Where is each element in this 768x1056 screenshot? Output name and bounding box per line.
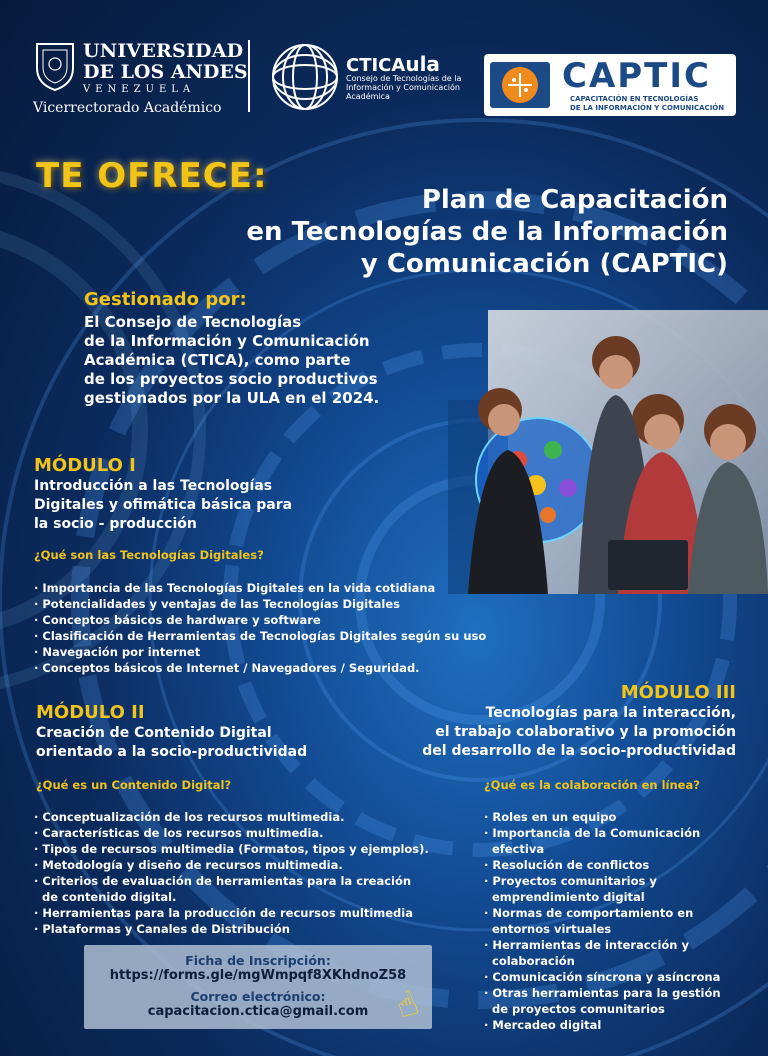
ficha-label: Ficha de Inscripción: (185, 953, 331, 968)
modulo2-list (34, 809, 474, 937)
list-item: · Normas de comportamiento en entornos virtuales (484, 905, 754, 937)
list-item: · Resolución de conflictos (484, 857, 754, 873)
plan-title: Plan de Capacitación en Tecnologías de la Información y Comunicación (CAPTIC) (246, 185, 728, 279)
modulo1-list (34, 580, 554, 676)
ctica-subtitle: Consejo de Tecnologías de la Información y Comunicación Académica (346, 74, 462, 101)
list-item: · Roles en un equipo (484, 809, 754, 825)
modulo1-question: ¿Qué son las Tecnologías Digitales? (34, 548, 264, 562)
captic-logo (484, 54, 736, 116)
modulo2-heading: MÓDULO II (36, 702, 145, 723)
list-item: · Metodología y diseño de recursos multimedia. (34, 857, 474, 873)
email-label: Correo electrónico: (190, 989, 326, 1004)
list-item: · Navegación por internet (34, 644, 554, 660)
list-item: · Potencialidades y ventajas de las Tecnologías Digitales (34, 596, 554, 612)
gestionado-heading: Gestionado por: (84, 289, 247, 310)
list-item: · Comunicación síncrona y asíncrona (484, 969, 754, 985)
modulo3-list (484, 809, 754, 1033)
captic-subtitle: CAPACITACIÓN EN TECNOLOGÍAS DE LA INFORMACIÓN Y COMUNICACIÓN (570, 95, 725, 112)
list-item: · Herramientas para la producción de recursos multimedia (34, 905, 474, 921)
header-divider (248, 40, 250, 112)
ctica-name: CTICAula (346, 52, 440, 76)
pointing-hand-icon: ☝ (390, 982, 424, 1028)
list-item: · Clasificación de Herramientas de Tecnologías Digitales según su uso (34, 628, 554, 644)
registration-box (84, 945, 432, 1029)
captic-book-icon (488, 58, 552, 112)
te-ofrece-heading: TE OFRECE: (36, 156, 268, 196)
modulo2-question: ¿Qué es un Contenido Digital? (36, 778, 232, 792)
list-item: · Conceptualización de los recursos multimedia. (34, 809, 474, 825)
modulo1-heading: MÓDULO I (34, 455, 136, 476)
list-item: · Conceptos básicos de hardware y software (34, 612, 554, 628)
list-item: · Características de los recursos multimedia. (34, 825, 474, 841)
modulo3-title: Tecnologías para la interacción, el trabajo colaborativo y la promoción del desarrollo de la socio-productividad (422, 705, 736, 759)
ficha-link[interactable]: https://forms.gle/mgWmpqf8XKhdnoZ58 (109, 968, 407, 983)
list-item: · Herramientas de interacción y colaboración (484, 937, 754, 969)
university-vicerrectorado: Vicerrectorado Académico (33, 100, 222, 116)
list-item: · Mercadeo digital (484, 1017, 754, 1033)
modulo3-heading: MÓDULO III (620, 682, 736, 703)
university-name-line1: UNIVERSIDAD (83, 40, 244, 62)
university-name-line2: DE LOS ANDES (83, 61, 248, 83)
list-item: · Proyectos comunitarios y emprendimiento digital (484, 873, 754, 905)
ctica-ula: ula (405, 52, 440, 76)
modulo1-title: Introducción a las Tecnologías Digitales y ofimática básica para la socio - producción (34, 478, 293, 532)
list-item: · Otras herramientas para la gestión de proyectos comunitarios (484, 985, 754, 1017)
email-link[interactable]: capacitacion.ctica@gmail.com (147, 1004, 369, 1019)
list-item: · Plataformas y Canales de Distribución (34, 921, 474, 937)
university-country: VENEZUELA (83, 84, 196, 95)
university-shield-icon (33, 40, 77, 92)
list-item: · Importancia de las Tecnologías Digitales en la vida cotidiana (34, 580, 554, 596)
list-item: · Tipos de recursos multimedia (Formatos, tipos y ejemplos). (34, 841, 474, 857)
list-item: · Importancia de la Comunicación efectiva (484, 825, 754, 857)
ctica-globe-icon (270, 42, 340, 112)
list-item: · Criterios de evaluación de herramientas para la creación de contenido digital. (34, 873, 474, 905)
gestionado-text: El Consejo de Tecnologías de la Información y Comunicación Académica (CTICA), como parte de los proyectos socio productivos gestionados por la ULA en el 2024. (84, 313, 380, 407)
list-item: · Conceptos básicos de Internet / Navegadores / Seguridad. (34, 660, 554, 676)
modulo3-question: ¿Qué es la colaboración en línea? (484, 778, 700, 792)
captic-word: CAPTIC (562, 56, 711, 96)
students-photo (448, 310, 768, 594)
modulo2-title: Creación de Contenido Digital orientado a la socio-productividad (36, 725, 308, 760)
